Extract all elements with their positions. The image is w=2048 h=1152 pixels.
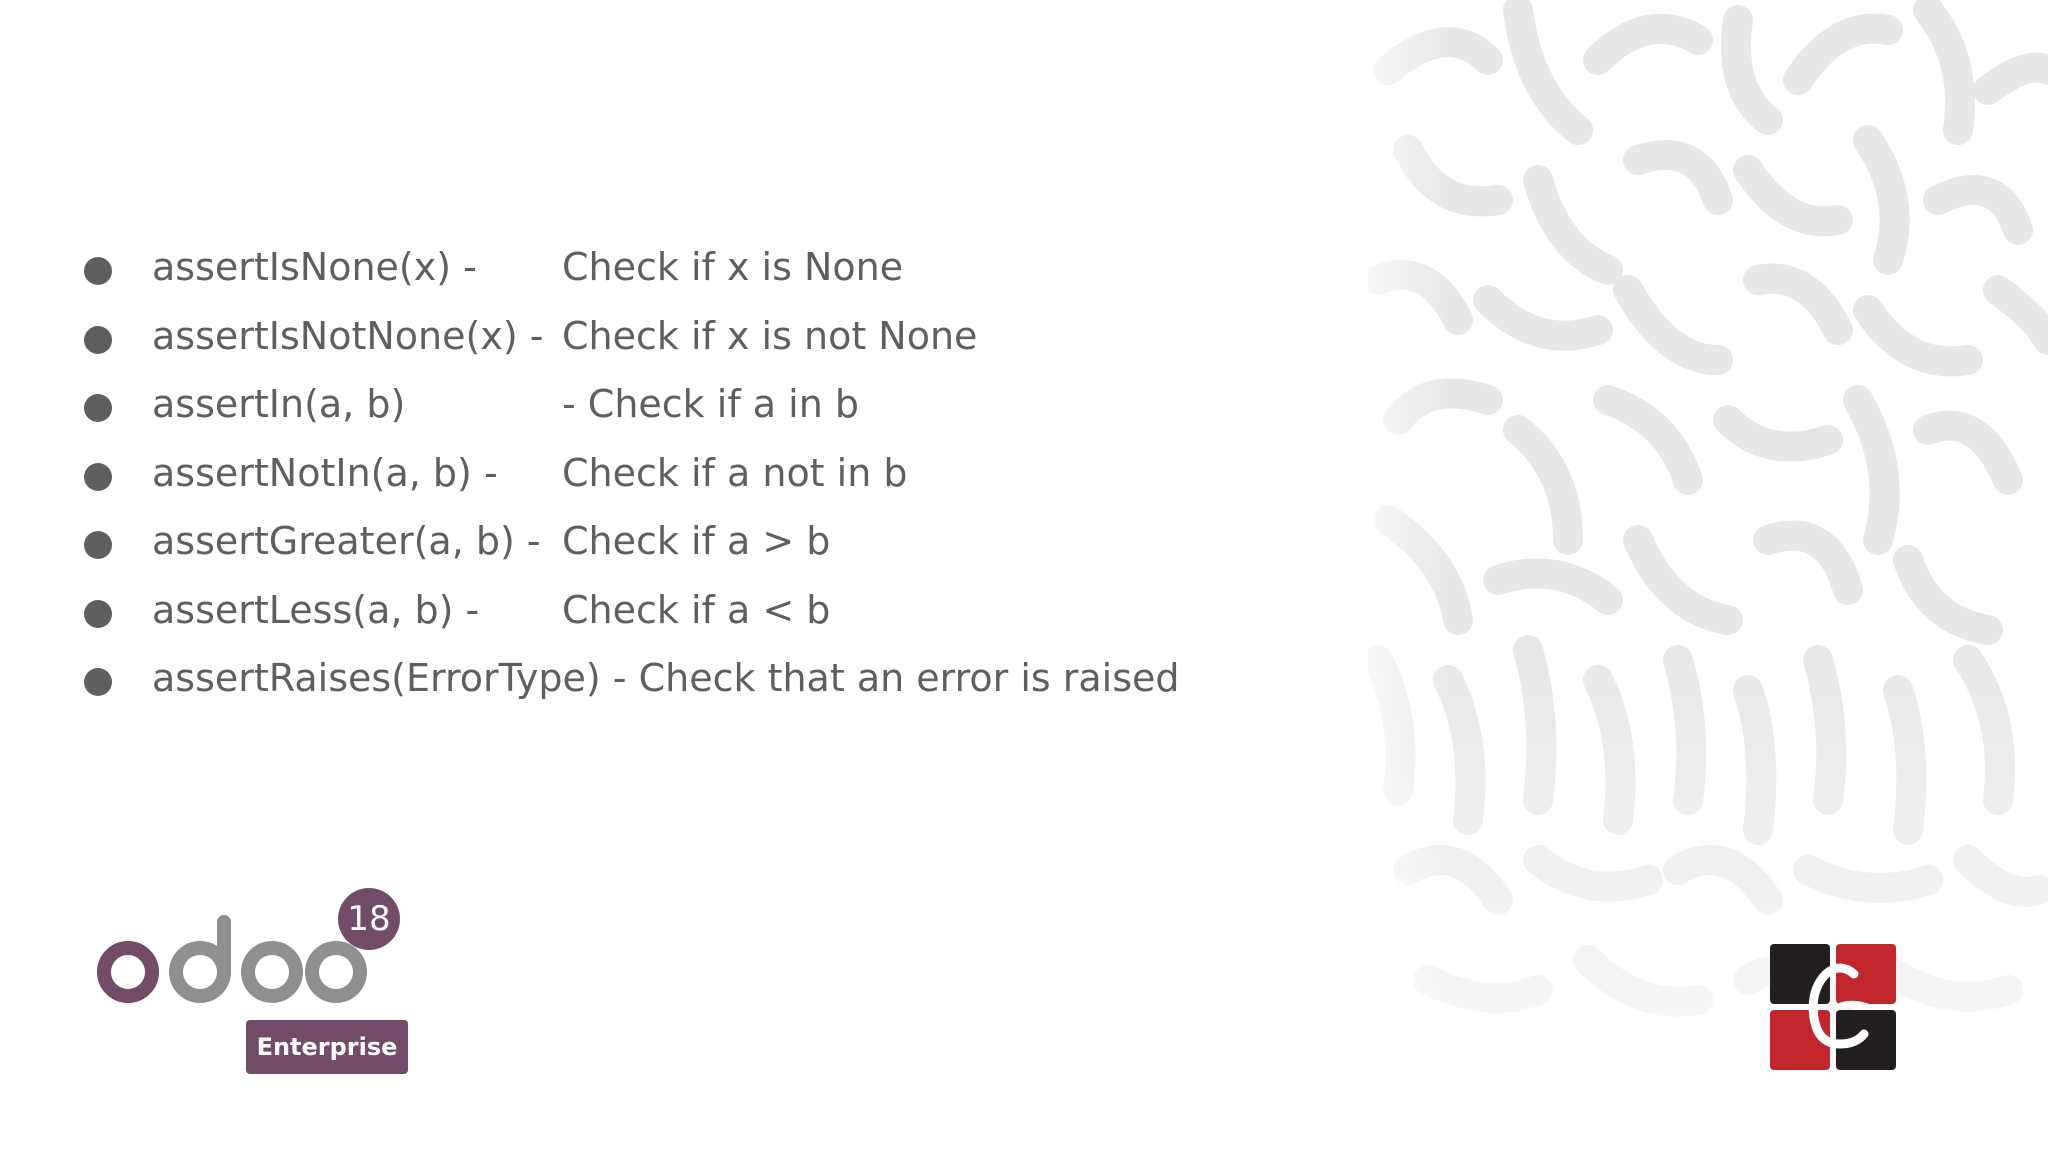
method-full-line: assertRaises(ErrorType) - Check that an error is raised	[152, 656, 1180, 700]
version-badge: 18	[338, 888, 400, 950]
list-item	[0, 242, 1300, 302]
method-description: Check if a > b	[562, 519, 831, 563]
bullet-icon	[84, 668, 112, 696]
method-description: Check if x is not None	[562, 314, 978, 358]
list-item	[0, 379, 1300, 439]
bullet-icon	[84, 257, 112, 285]
cybrosys-logo-icon	[1770, 944, 1896, 1070]
odoo-logo	[88, 882, 428, 1082]
method-description: Check if a not in b	[562, 451, 908, 495]
list-item	[0, 516, 1300, 576]
method-name: assertIn(a, b)	[152, 382, 406, 426]
odoo-wordmark-icon	[88, 882, 368, 1012]
bullet-icon	[84, 394, 112, 422]
list-item	[0, 311, 1300, 371]
method-name: assertGreater(a, b) -	[152, 519, 541, 563]
method-description: Check if x is None	[562, 245, 904, 289]
assert-method-list	[0, 0, 1300, 760]
method-name: assertNotIn(a, b) -	[152, 451, 498, 495]
method-description: - Check if a in b	[562, 382, 859, 426]
method-name: assertLess(a, b) -	[152, 588, 480, 632]
method-name: assertIsNotNone(x) -	[152, 314, 544, 358]
list-item	[0, 653, 1300, 713]
method-description: Check if a < b	[562, 588, 831, 632]
list-item	[0, 448, 1300, 508]
edition-label: Enterprise	[246, 1020, 408, 1074]
list-item	[0, 585, 1300, 645]
bullet-icon	[84, 531, 112, 559]
background-squiggle-pattern	[1368, 0, 2048, 1152]
method-name: assertIsNone(x) -	[152, 245, 477, 289]
bullet-icon	[84, 600, 112, 628]
bullet-icon	[84, 463, 112, 491]
bullet-icon	[84, 326, 112, 354]
